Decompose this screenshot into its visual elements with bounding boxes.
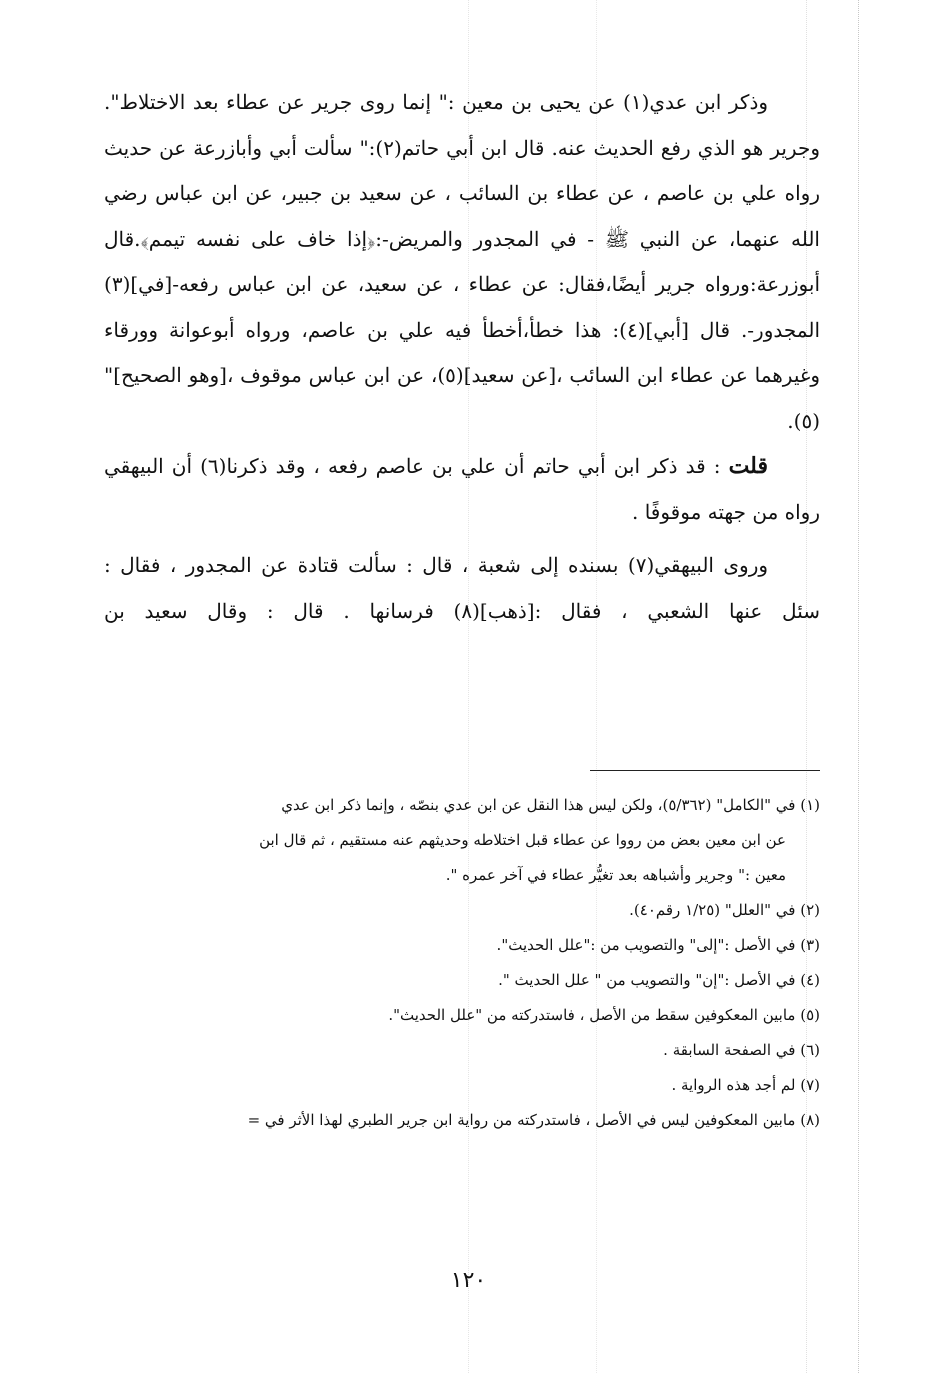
footnotes bbox=[112, 788, 820, 1138]
footnote-1-continued: عن ابن معين بعض من رووا عن عطاء قبل اختلاطه وحديثهم عنه مستقيم ، ثم قال ابن bbox=[259, 831, 786, 849]
footnote-4: (٤) في الأصل :"إن" والتصويب من " علل الحديث ". bbox=[498, 971, 820, 989]
paragraph-3: وروى البيهقي(٧) بسنده إلى شعبة ، قال : سألت قتادة عن المجدور ، فقال : سئل عنها الشعبي ، فقال :[ذهب](٨) فرسانها . قال : وقال سعيد بن bbox=[104, 553, 820, 623]
footnote-6: (٦) في الصفحة السابقة . bbox=[663, 1041, 820, 1059]
footnote-1-continued: معين :" وجرير وأشباهه بعد تغيُّر عطاء في آخر عمره ". bbox=[445, 866, 786, 884]
footnote-5: (٥) مابين المعكوفين سقط من الأصل ، فاستدركته من "علل الحديث". bbox=[388, 1006, 820, 1024]
main-text bbox=[104, 80, 820, 634]
footnote-3: (٣) في الأصل :"إلى" والتصويب من :"علل الحديث". bbox=[496, 936, 820, 954]
footnote-8: (٨) مابين المعكوفين ليس في الأصل ، فاستدركته من رواية ابن جرير الطبري لهذا الأثر في = bbox=[247, 1111, 820, 1129]
page-number: ١٢٠ bbox=[450, 1268, 487, 1293]
footnote-2: (٢) في "العلل" (١/٢٥ رقم٤٠). bbox=[629, 901, 820, 919]
scan-fold-line bbox=[858, 0, 859, 1373]
paragraph-2 bbox=[104, 444, 820, 535]
paragraph-1: وذكر ابن عدي(١) عن يحيى بن معين :" إنما روى جرير عن عطاء بعد الاختلاط". وجرير هو الذي رفع الحديث عنه. قال ابن أبي حاتم(٢):" سألت أبي وأبازرعة عن حديث رواه علي بن عاصم ، عن عطاء بن السائب ، عن سعيد بن جبير، عن ابن عباس رضي الله عنهما، عن النبي ﷺ - في المجدور والمريض-:﴿إذا خاف على نفسه تيمم﴾.قال أبوزرعة:ورواه جرير أيضًا،فقال: عن عطاء ، عن سعيد، عن ابن عباس رفعه-[في](٣) المجدور-. قال [أبي](٤): هذا خطأ،أخطأ فيه علي بن عاصم، ورواه أبوعوانة وورقاء وغيرهما عن عطاء ابن السائب ،[عن سعيد](٥)، عن ابن عباس موقوف ،[وهو الصحيح]"(٥). bbox=[104, 90, 820, 433]
paragraph-2-text: : قد ذكر ابن أبي حاتم أن علي بن عاصم رفعه ، وقد ذكرنا(٦) أن البيهقي رواه من جهته موقوفًا . bbox=[104, 454, 820, 524]
footnote-1: (١) في "الكامل" (٥/٣٦٢)، ولكن ليس هذا النقل عن ابن عدي بنصّه ، وإنما ذكر ابن عدي bbox=[281, 796, 820, 814]
qult-lead-word: قلت bbox=[728, 453, 768, 479]
footnote-7: (٧) لم أجد هذه الرواية . bbox=[671, 1076, 820, 1094]
footnote-divider bbox=[590, 770, 820, 771]
